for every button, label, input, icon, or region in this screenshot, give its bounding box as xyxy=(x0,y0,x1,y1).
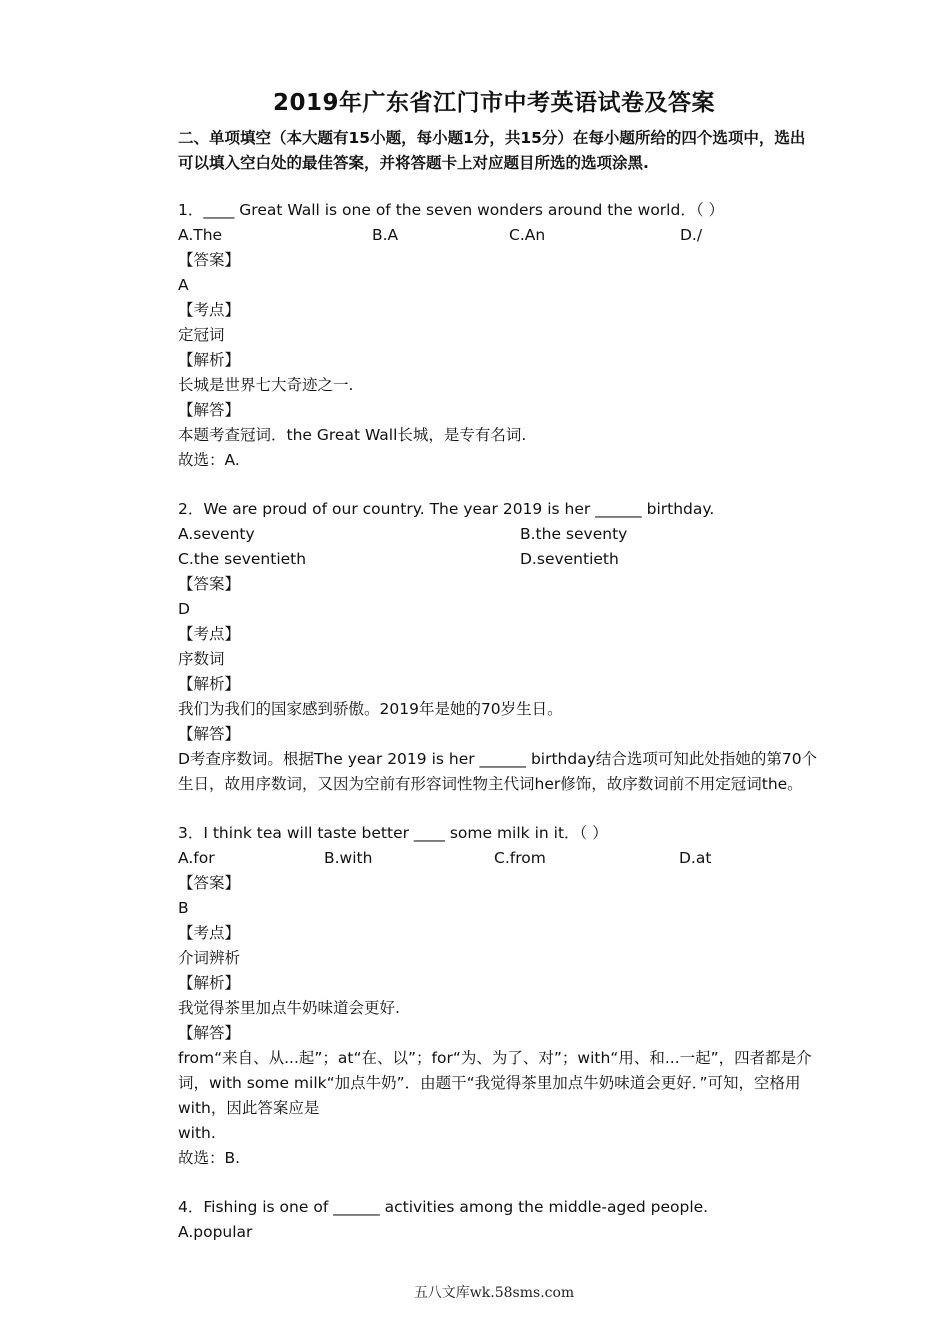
q4-option-a: A.popular xyxy=(178,1223,253,1241)
q1-solution-line-1: 本题考查冠词．the Great Wall长城，是专有名词. xyxy=(178,426,527,444)
q3-answer-label: 【答案】 xyxy=(178,874,241,892)
q2-options-row-2 xyxy=(178,547,818,572)
q3-analysis-label: 【解析】 xyxy=(178,974,241,992)
q3-solution-line-1: from“来自、从...起”；at“在、以”；for“为、为了、对”；with“用、和...一起”，四者都是介词，with some milk“加点牛奶”．由题干“我觉得茶里加点牛奶味道会更好．”可知，空格用with，因此答案应是 xyxy=(178,1049,812,1117)
q3-options xyxy=(178,846,818,871)
q1-point-label: 【考点】 xyxy=(178,301,241,319)
q1-answer: A xyxy=(178,276,189,294)
q2-answer: D xyxy=(178,600,190,618)
q3-solution-label: 【解答】 xyxy=(178,1024,241,1042)
q3-answer: B xyxy=(178,899,189,917)
q2-options-row-1 xyxy=(178,522,818,547)
page-title: 2019年广东省江门市中考英语试卷及答案 xyxy=(272,90,715,116)
q2-option-c: C.the seventieth xyxy=(178,550,307,568)
q1-answer-label: 【答案】 xyxy=(178,251,241,269)
q1-analysis-label: 【解析】 xyxy=(178,351,241,369)
q2-analysis: 我们为我们的国家感到骄傲。2019年是她的70岁生日。 xyxy=(178,700,563,718)
q3-point: 介词辨析 xyxy=(178,949,241,967)
q3-option-c: C.from xyxy=(494,849,546,867)
q2-point: 序数词 xyxy=(178,650,225,668)
section-heading: 二、单项填空（本大题有15小题，每小题1分，共15分）在每小题所给的四个选项中，选出可以填入空白处的最佳答案，并将答题卡上对应题目所选的选项涂黑. xyxy=(178,129,806,172)
q3-stem: 3．I think tea will taste better ____ some milk in it．（ ） xyxy=(178,824,608,842)
q2-option-d: D.seventieth xyxy=(520,550,619,568)
q2-point-label: 【考点】 xyxy=(178,625,241,643)
q1-stem: 1．____ Great Wall is one of the seven wonders around the world．（ ） xyxy=(178,201,725,219)
q2-option-b: B.the seventy xyxy=(520,525,628,543)
q3-analysis: 我觉得茶里加点牛奶味道会更好. xyxy=(178,999,400,1017)
q1-solution-line-2: 故选：A. xyxy=(178,451,240,469)
q1-point: 定冠词 xyxy=(178,326,225,344)
q3-point-label: 【考点】 xyxy=(178,924,241,942)
q1-option-c: C.An xyxy=(509,226,546,244)
q2-solution-label: 【解答】 xyxy=(178,725,241,743)
q2-stem: 2．We are proud of our country. The year 2019 is her ______ birthday. xyxy=(178,500,715,518)
q1-analysis: 长城是世界七大奇迹之一. xyxy=(178,376,354,394)
q3-option-b: B.with xyxy=(324,849,373,867)
q3-option-d: D.at xyxy=(679,849,712,867)
q3-option-a: A.for xyxy=(178,849,215,867)
q3-solution-line-2: with. xyxy=(178,1124,216,1142)
q1-option-b: B.A xyxy=(372,226,399,244)
q1-option-a: A.The xyxy=(178,226,223,244)
q2-option-a: A.seventy xyxy=(178,525,255,543)
q2-answer-label: 【答案】 xyxy=(178,575,241,593)
q4-stem: 4．Fishing is one of ______ activities among the middle-aged people. xyxy=(178,1198,709,1216)
questions xyxy=(178,198,818,1245)
q2-analysis-label: 【解析】 xyxy=(178,675,241,693)
footer-watermark: 五八文库wk.58sms.com xyxy=(413,1285,575,1301)
q3-solution-line-3: 故选：B. xyxy=(178,1149,241,1167)
q1-option-d: D./ xyxy=(680,226,703,244)
q1-solution-label: 【解答】 xyxy=(178,401,241,419)
q1-options xyxy=(178,223,818,248)
q2-solution: D考查序数词。根据The year 2019 is her ______ birthday结合选项可知此处指她的第70个生日，故用序数词，又因为空前有形容词性物主代词her修饰，故序数词前不用定冠词the。 xyxy=(178,750,818,793)
